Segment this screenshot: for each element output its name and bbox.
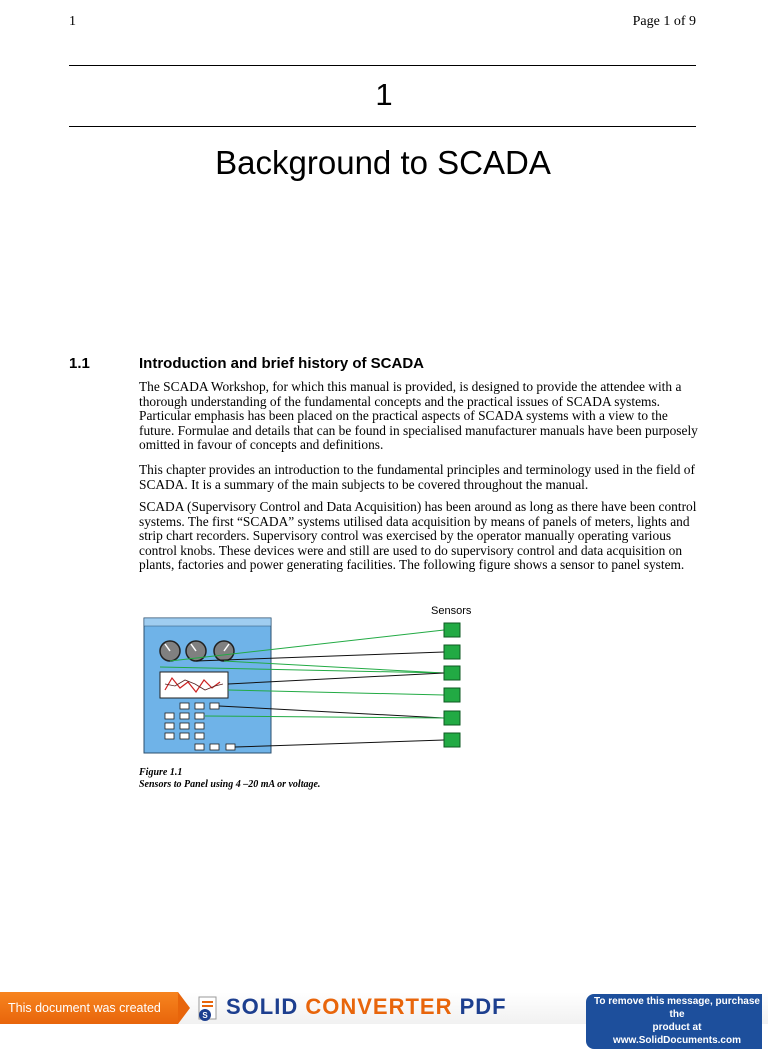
section-number: 1.1 bbox=[69, 355, 90, 372]
svg-text:S: S bbox=[202, 1011, 208, 1020]
banner-arrow bbox=[178, 992, 190, 1024]
page-of-indicator: Page 1 of 9 bbox=[632, 14, 696, 29]
sensors-label: Sensors bbox=[431, 605, 472, 617]
page-number: 1 bbox=[69, 14, 76, 29]
banner-created-text: This document was created using bbox=[0, 992, 178, 1024]
remove-message-line2: product at www.SolidDocuments.com bbox=[613, 1022, 741, 1046]
meter-dial-3 bbox=[214, 641, 234, 661]
chapter-title: Background to SCADA bbox=[215, 144, 551, 181]
section-title: Introduction and brief history of SCADA bbox=[139, 355, 424, 372]
solid-converter-banner[interactable] bbox=[0, 992, 768, 1047]
chapter-rule bbox=[69, 126, 696, 127]
paragraph-intro: The SCADA Workshop, for which this manual is provided, is designed to provide the attendee with a thorough understanding of the fundamental concepts and the practical issues of SCADA systems. Particular emphasis has been placed on the practical aspects of SCADA systems with a view to the future. Formulae and details that can be found in specialised manufacturer manuals have been purposely omitted in favour of concepts and definitions. bbox=[139, 379, 698, 453]
sensor-blocks bbox=[444, 623, 460, 747]
meter-dial-1 bbox=[160, 641, 180, 661]
pdf-document-icon bbox=[196, 995, 222, 1022]
figure-caption bbox=[139, 767, 320, 791]
solid-converter-logo bbox=[226, 994, 507, 1020]
figure-caption-number: Figure 1.1 bbox=[139, 767, 183, 778]
top-rule bbox=[69, 65, 696, 66]
remove-message-link[interactable] bbox=[586, 994, 762, 1049]
panel-top-edge bbox=[144, 618, 271, 626]
brand-solid: SOLID bbox=[226, 994, 299, 1019]
paragraph-scada-history: SCADA (Supervisory Control and Data Acquisition) has been around as long as there have been control systems. The first “SCADA” systems utilised data acquisition by means of panels of meters, lights and strip chart recorders. Supervisory control was exercised by the operator manually operating various control knobs. These devices were and still are used to do supervisory control and data acquisition on plants, factories and power generating facilities. The following figure shows a sensor to panel system. bbox=[139, 499, 697, 573]
remove-message-line1: To remove this message, purchase the bbox=[594, 996, 760, 1020]
figure-caption-text: Sensors to Panel using 4 –20 mA or voltage. bbox=[139, 779, 321, 790]
brand-converter: CONVERTER bbox=[305, 994, 453, 1019]
chapter-number: 1 bbox=[375, 77, 393, 112]
figure-sensors-to-panel bbox=[120, 600, 500, 765]
paragraph-chapter-summary: This chapter provides an introduction to the fundamental principles and terminology used in the field of SCADA. It is a summary of the main subjects to be covered throughout the manual. bbox=[139, 462, 695, 492]
brand-pdf: PDF bbox=[459, 994, 507, 1019]
